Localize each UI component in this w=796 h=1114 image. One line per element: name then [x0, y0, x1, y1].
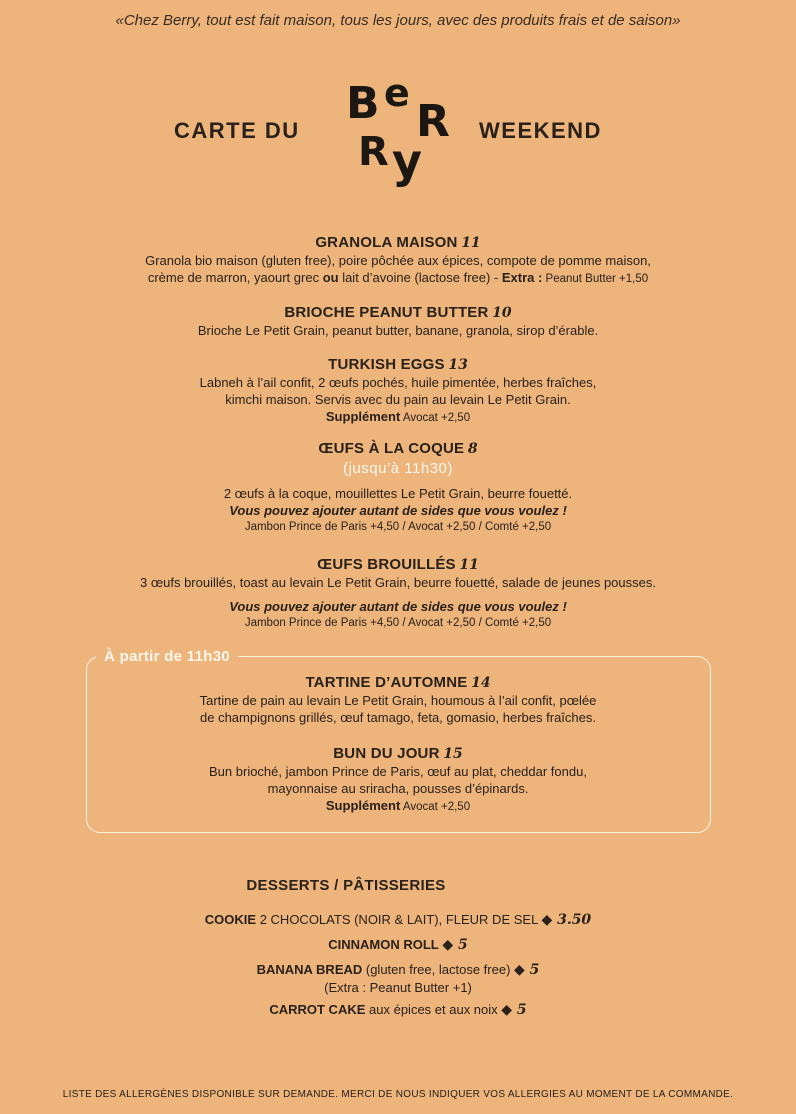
dish-turkish-eggs [0, 356, 796, 427]
logo-letter-e: e [384, 71, 410, 115]
logo-letter-y: y [392, 134, 422, 188]
dessert-item: CARROT CAKE aux épices et aux noix ◆ 5 [269, 1002, 527, 1018]
dish-bun [0, 745, 796, 816]
sides-note: Vous pouvez ajouter autant de sides que vous voulez ! [229, 503, 567, 518]
dessert-item: CINNAMON ROLL ◆ 5 [328, 937, 468, 953]
tagline: «Chez Berry, tout est fait maison, tous les jours, avec des produits frais et de saison» [115, 12, 681, 29]
dish-title: GRANOLA MAISON [315, 234, 458, 251]
dish-title: TURKISH EGGS [328, 356, 445, 373]
logo-letter-r1: R [416, 96, 450, 147]
dish-desc: Labneh à l’ail confit, 2 œufs pochés, huile pimentée, herbes fraîches, [199, 375, 597, 390]
desserts-heading: DESSERTS / PÂTISSERIES [246, 877, 446, 894]
dish-tartine [0, 674, 796, 726]
allergen-footer: LISTE DES ALLERGÈNES DISPONIBLE SUR DEMANDE. MERCI DE NOUS INDIQUER VOS ALLERGIES AU MOMENT DE LA COMMANDE. [62, 1089, 734, 1100]
dish-price: 11 [461, 235, 481, 251]
dish-price: 11 [459, 557, 479, 573]
supplement: Supplément Avocat +2,50 [325, 798, 471, 813]
dish-price: 8 [467, 441, 478, 457]
dish-title: ŒUFS À LA COQUE [318, 440, 465, 457]
dish-brioche [0, 304, 796, 339]
dish-price: 10 [492, 305, 512, 321]
dish-desc: Bun brioché, jambon Prince de Paris, œuf au plat, cheddar fondu, [209, 764, 587, 779]
dish-price: 15 [443, 746, 463, 762]
supplement: Supplément Avocat +2,50 [325, 409, 471, 424]
dish-price: 13 [448, 357, 468, 373]
dessert-sub: (Extra : Peanut Butter +1) [324, 980, 472, 995]
dish-title: BUN DU JOUR [333, 745, 440, 762]
dish-note: (jusqu’à 11h30) [343, 460, 453, 477]
dish-desc: 2 œufs à la coque, mouillettes Le Petit Grain, beurre fouetté. [223, 486, 573, 501]
dish-title: BRIOCHE PEANUT BUTTER [284, 304, 489, 321]
sides-note: Vous pouvez ajouter autant de sides que vous voulez ! [229, 599, 567, 614]
logo-letter-r2: R [358, 129, 389, 175]
header-right-word: WEEKEND [479, 118, 602, 143]
dish-title: TARTINE D’AUTOMNE [305, 674, 468, 691]
afternoon-label: À partir de 11h30 [96, 648, 238, 665]
dish-desc-2: de champignons grillés, œuf tamago, feta, gomasio, herbes fraîches. [200, 710, 596, 725]
sides-list: Jambon Prince de Paris +4,50 / Avocat +2,50 / Comté +2,50 [244, 617, 552, 629]
logo-letter-b: B [346, 78, 380, 129]
dish-oeufs-coque [0, 440, 796, 536]
sides-list: Jambon Prince de Paris +4,50 / Avocat +2,50 / Comté +2,50 [244, 521, 552, 533]
dish-desc: Granola bio maison (gluten free), poire pôchée aux épices, compote de pomme maison, [145, 253, 651, 268]
dish-desc: 3 œufs brouillés, toast au levain Le Petit Grain, beurre fouetté, salade de jeunes pousses. [140, 575, 656, 590]
dessert-item: COOKIE 2 CHOCOLATS (NOIR & LAIT), FLEUR DE SEL ◆ 3.50 [204, 912, 592, 928]
header-left-word: CARTE DU [174, 118, 300, 143]
dish-title: ŒUFS BROUILLÉS [317, 556, 456, 573]
dessert-item: BANANA BREAD (gluten free, lactose free) ◆ 5 (Extra : Peanut Butter +1) [0, 961, 796, 996]
dish-desc-2: mayonnaise au sriracha, pousses d’épinards. [267, 781, 529, 796]
dish-price: 14 [471, 675, 491, 691]
extra-label: Extra : [501, 270, 543, 285]
dish-desc: Brioche Le Petit Grain, peanut butter, banane, granola, sirop d’érable. [197, 323, 599, 338]
dish-desc: Tartine de pain au levain Le Petit Grain, houmous à l’ail confit, pœlée [199, 693, 597, 708]
dish-desc-2: kimchi maison. Servis avec du pain au levain Le Petit Grain. [225, 392, 571, 407]
dish-desc-2: crème de marron, yaourt grec ou lait d’avoine (lactose free) - Extra : Peanut Butter +1,50 [147, 270, 649, 285]
dish-granola [0, 234, 796, 288]
dish-oeufs-brouilles [0, 556, 796, 632]
